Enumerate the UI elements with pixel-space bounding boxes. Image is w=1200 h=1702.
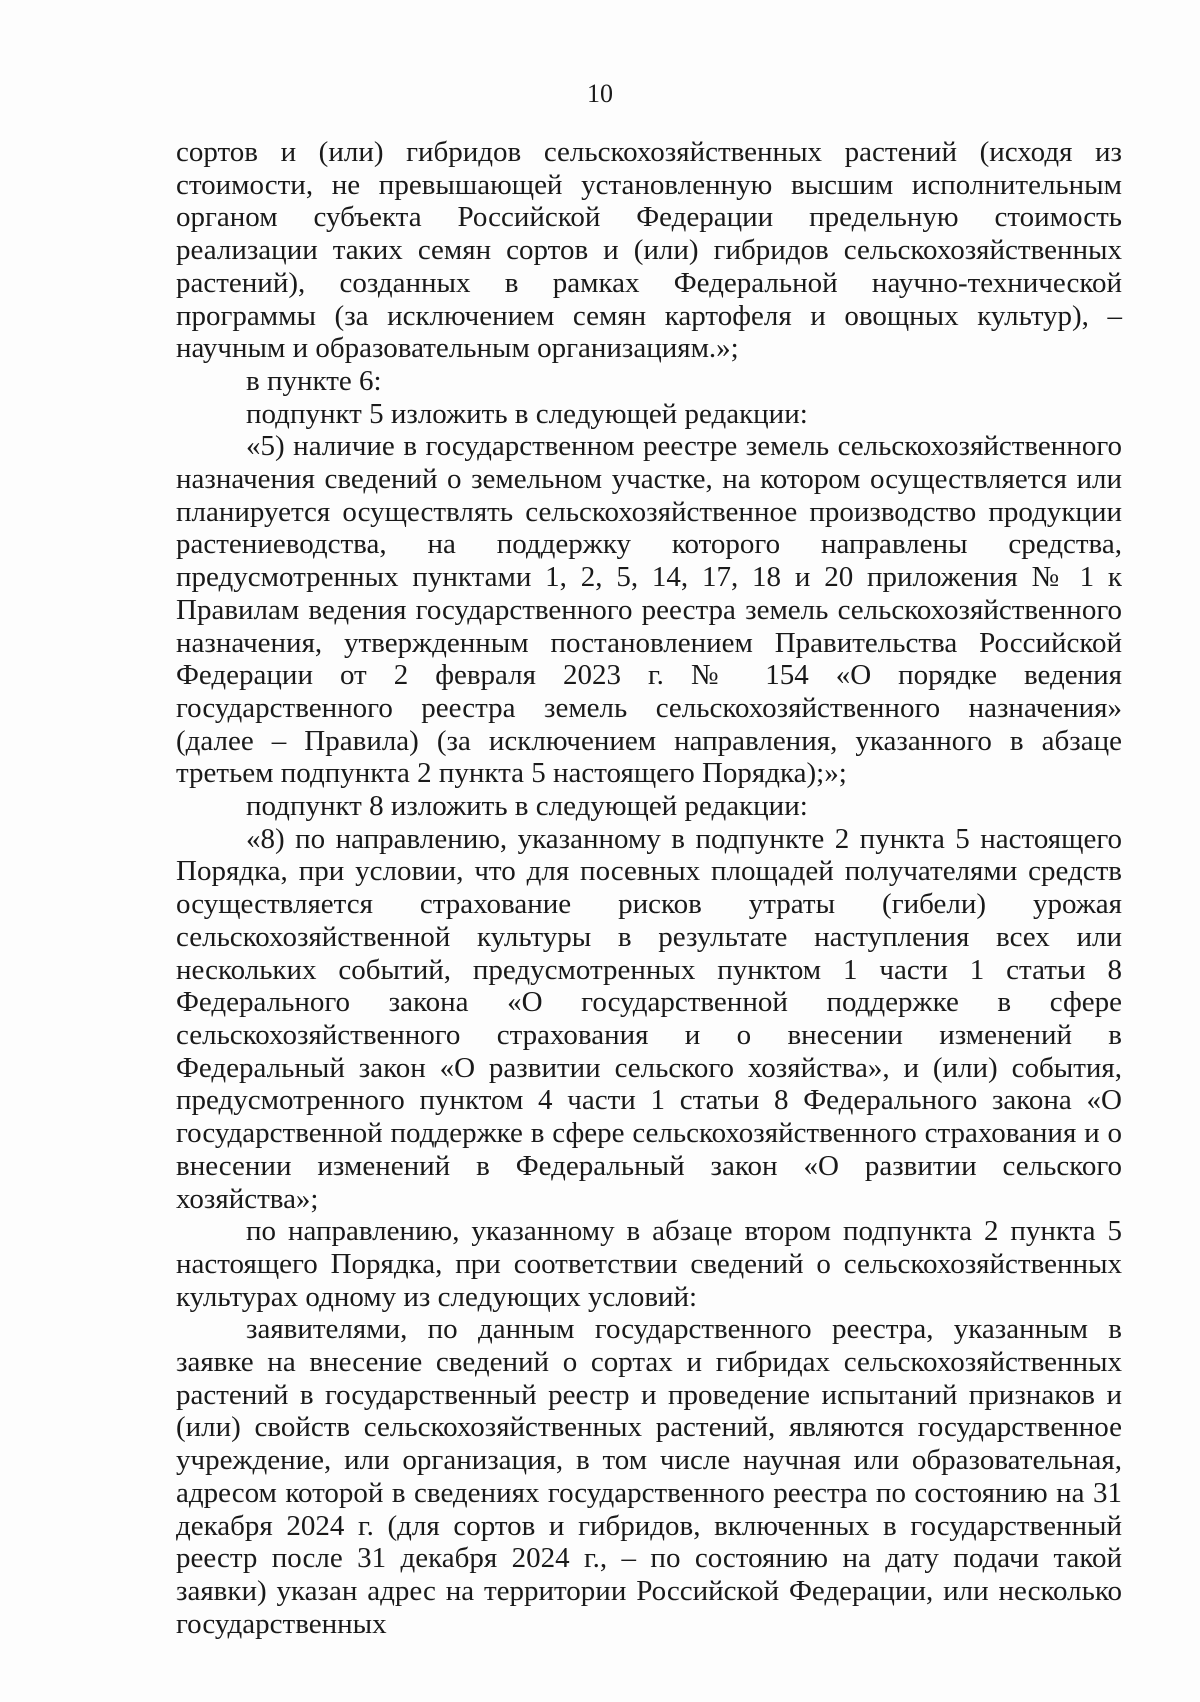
paragraph-subpoint-8-intro: подпункт 8 изложить в следующей редакции: [246,790,808,823]
paragraph-subpoint-5-text: «5) наличие в государственном реестре земель сельскохозяйственного назначения сведений о земельном участке, на котором осуществляется или планируется осуществлять сельскохозяйственное производство продукции растениеводства, на поддержку которого направлены средства, предусмотренных пунктами 1, 2, 5, 14, 17, 18 и 20 приложения № 1 к Правилам ведения государственного реестра земель сельскохозяйственного назначения, утвержденным постановлением Правительства Российской Федерации от 2 февраля 2023 г. № 154 «О порядке ведения государственного реестра земель сельскохозяйственного назначения» (далее – Правила) (за исключением направления, указанного в абзаце третьем подпункта 2 пункта 5 настоящего Порядка);»; [176,430,1122,790]
paragraph-direction-conditions: по направлению, указанному в абзаце втором подпункта 2 пункта 5 настоящего Порядка, при соответствии сведений о сельскохозяйственных культурах одному из следующих условий: [176,1215,1122,1313]
document-body [176,136,1122,1640]
paragraph-subpoint-5-intro: подпункт 5 изложить в следующей редакции: [246,397,808,430]
paragraph-subpoint-8-text: «8) по направлению, указанному в подпункте 2 пункта 5 настоящего Порядка, при условии, что для посевных площадей получателями средств осуществляется страхование рисков утраты (гибели) урожая сельскохозяйственной культуры в результате наступления всех или нескольких событий, предусмотренных пунктом 1 части 1 статьи 8 Федерального закона «О государственной поддержке в сфере сельскохозяйственного страхования и о внесении изменений в Федеральный закон «О развитии сельского хозяйства», и (или) события, предусмотренного пунктом 4 части 1 статьи 8 Федерального закона «О государственной поддержке в сфере сельскохозяйственного страхования и о внесении изменений в Федеральный закон «О развитии сельского хозяйства»; [176,822,1122,1215]
paragraph-point-6: в пункте 6: [246,364,382,397]
paragraph-continuation: сортов и (или) гибридов сельскохозяйственных растений (исходя из стоимости, не превышающей установленную высшим исполнительным органом субъекта Российской Федерации предельную стоимость реализации таких семян сортов и (или) гибридов сельскохозяйственных растений), созданных в рамках Федеральной научно-технической программы (за исключением семян картофеля и овощных культур), – научным и образовательным организациям.»; [176,136,1122,365]
paragraph-applicants: заявителями, по данным государственного реестра, указанным в заявке на внесение сведений о сортах и гибридах сельскохозяйственных растений в государственный реестр и проведение испытаний признаков и (или) свойств сельскохозяйственных растений, являются государственное учреждение, или организация, в том числе научная или образовательная, адресом которой в сведениях государственного реестра по состоянию на 31 декабря 2024 г. (для сортов и гибридов, включенных в государственный реестр после 31 декабря 2024 г., – по состоянию на дату подачи такой заявки) указан адрес на территории Российской Федерации, или несколько государственных [176,1313,1122,1640]
page-number: 10 [587,79,613,108]
